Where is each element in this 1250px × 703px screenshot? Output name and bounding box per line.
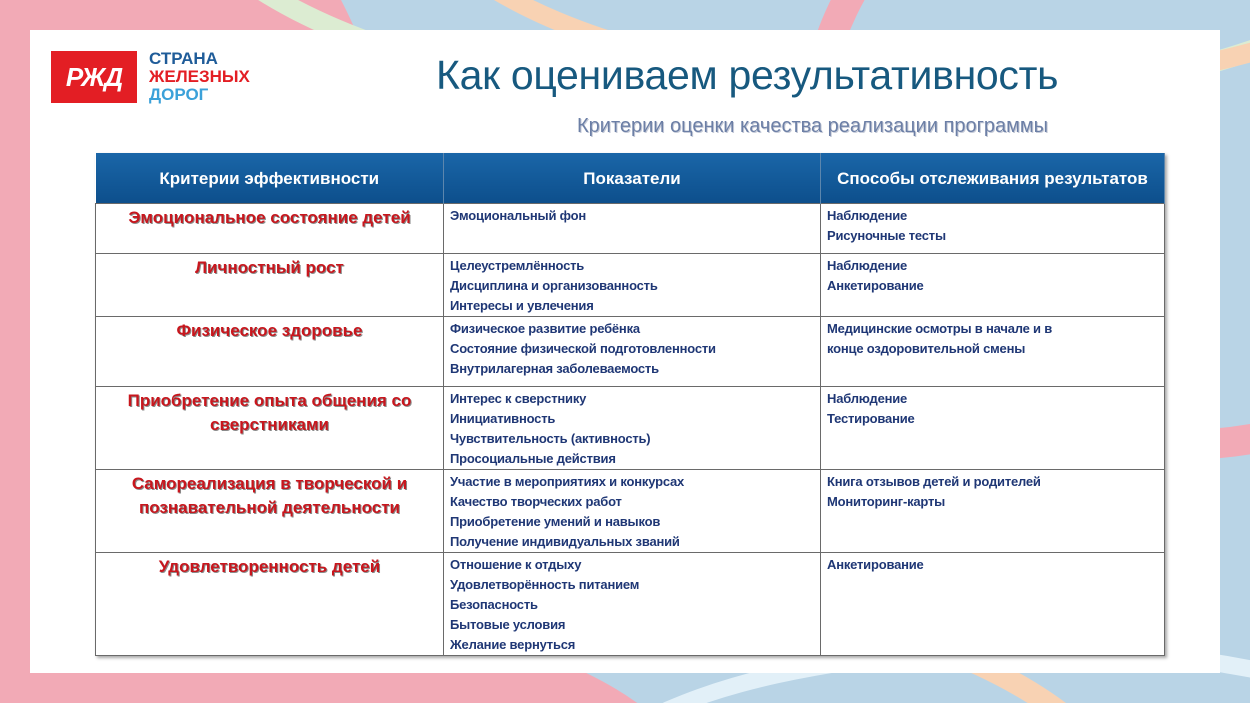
indicator-item: Получение индивидуальных званий (450, 534, 680, 549)
criterion-cell: Эмоциональное состояние детей (96, 204, 444, 254)
indicator-item: Эмоциональный фон (450, 208, 587, 223)
table-header-row (96, 153, 1165, 204)
methods-cell (821, 470, 1165, 553)
indicators-cell (444, 470, 821, 553)
criterion-cell: Физическое здоровье (96, 317, 444, 387)
logo-line-3: ДОРОГ (149, 85, 209, 104)
indicator-item: Чувствительность (активность) (450, 431, 651, 446)
method-item: Анкетирование (827, 278, 924, 293)
indicator-item: Просоциальные действия (450, 451, 616, 466)
methods-cell (821, 317, 1165, 387)
indicator-item: Безопасность (450, 597, 538, 612)
criterion-cell: Самореализация в творческой и познавательной деятельности (96, 470, 444, 553)
indicator-item: Внутрилагерная заболеваемость (450, 361, 659, 376)
indicators-cell (444, 204, 821, 254)
indicator-item: Инициативность (450, 411, 556, 426)
logo-caption (149, 50, 250, 104)
logo-line-2: ЖЕЛЕЗНЫХ (149, 67, 250, 86)
indicators-cell (444, 254, 821, 317)
header-criteria: Критерии эффективности (96, 153, 444, 204)
indicator-item: Физическое развитие ребёнка (450, 321, 640, 336)
table-row (96, 317, 1165, 387)
methods-cell (821, 254, 1165, 317)
criterion-cell: Удовлетворенность детей (96, 553, 444, 656)
indicator-item: Желание вернуться (450, 637, 576, 652)
indicator-item: Дисциплина и организованность (450, 278, 658, 293)
indicator-item: Бытовые условия (450, 617, 566, 632)
indicator-item: Отношение к отдыху (450, 557, 582, 572)
indicator-item: Удовлетворённость питанием (450, 577, 640, 592)
method-item: Наблюдение (827, 208, 908, 223)
indicator-item: Целеустремлённость (450, 258, 585, 273)
rzd-logo-mark: РЖД (51, 51, 137, 103)
method-item: Наблюдение (827, 258, 908, 273)
rzd-logo (51, 50, 250, 104)
method-item: Книга отзывов детей и родителей (827, 474, 1041, 489)
method-item: Тестирование (827, 411, 915, 426)
criteria-table (95, 153, 1165, 656)
table-row (96, 553, 1165, 656)
indicators-cell (444, 387, 821, 470)
methods-cell (821, 204, 1165, 254)
method-item: конце оздоровительной смены (827, 341, 1026, 356)
logo-line-1: СТРАНА (149, 49, 218, 68)
indicator-item: Качество творческих работ (450, 494, 622, 509)
methods-cell (821, 387, 1165, 470)
header-indicators: Показатели (444, 153, 821, 204)
methods-cell (821, 553, 1165, 656)
indicators-cell (444, 553, 821, 656)
page-subtitle: Критерии оценки качества реализации программы (577, 115, 1049, 137)
table-row (96, 387, 1165, 470)
indicator-item: Участие в мероприятиях и конкурсах (450, 474, 685, 489)
method-item: Медицинские осмотры в начале и в (827, 321, 1053, 336)
method-item: Анкетирование (827, 557, 924, 572)
indicator-item: Интерес к сверстнику (450, 391, 587, 406)
method-item: Мониторинг-карты (827, 494, 946, 509)
criterion-cell: Приобретение опыта общения со сверстниками (96, 387, 444, 470)
table-row (96, 254, 1165, 317)
indicator-item: Интересы и увлечения (450, 298, 594, 313)
method-item: Рисуночные тесты (827, 228, 946, 243)
table-row (96, 204, 1165, 254)
indicators-cell (444, 317, 821, 387)
criterion-cell: Личностный рост (96, 254, 444, 317)
method-item: Наблюдение (827, 391, 908, 406)
indicator-item: Приобретение умений и навыков (450, 514, 661, 529)
header-methods: Способы отслеживания результатов (821, 153, 1165, 204)
indicator-item: Состояние физической подготовленности (450, 341, 716, 356)
table-row (96, 470, 1165, 553)
page-title: Как оцениваем результативность (436, 52, 1059, 98)
